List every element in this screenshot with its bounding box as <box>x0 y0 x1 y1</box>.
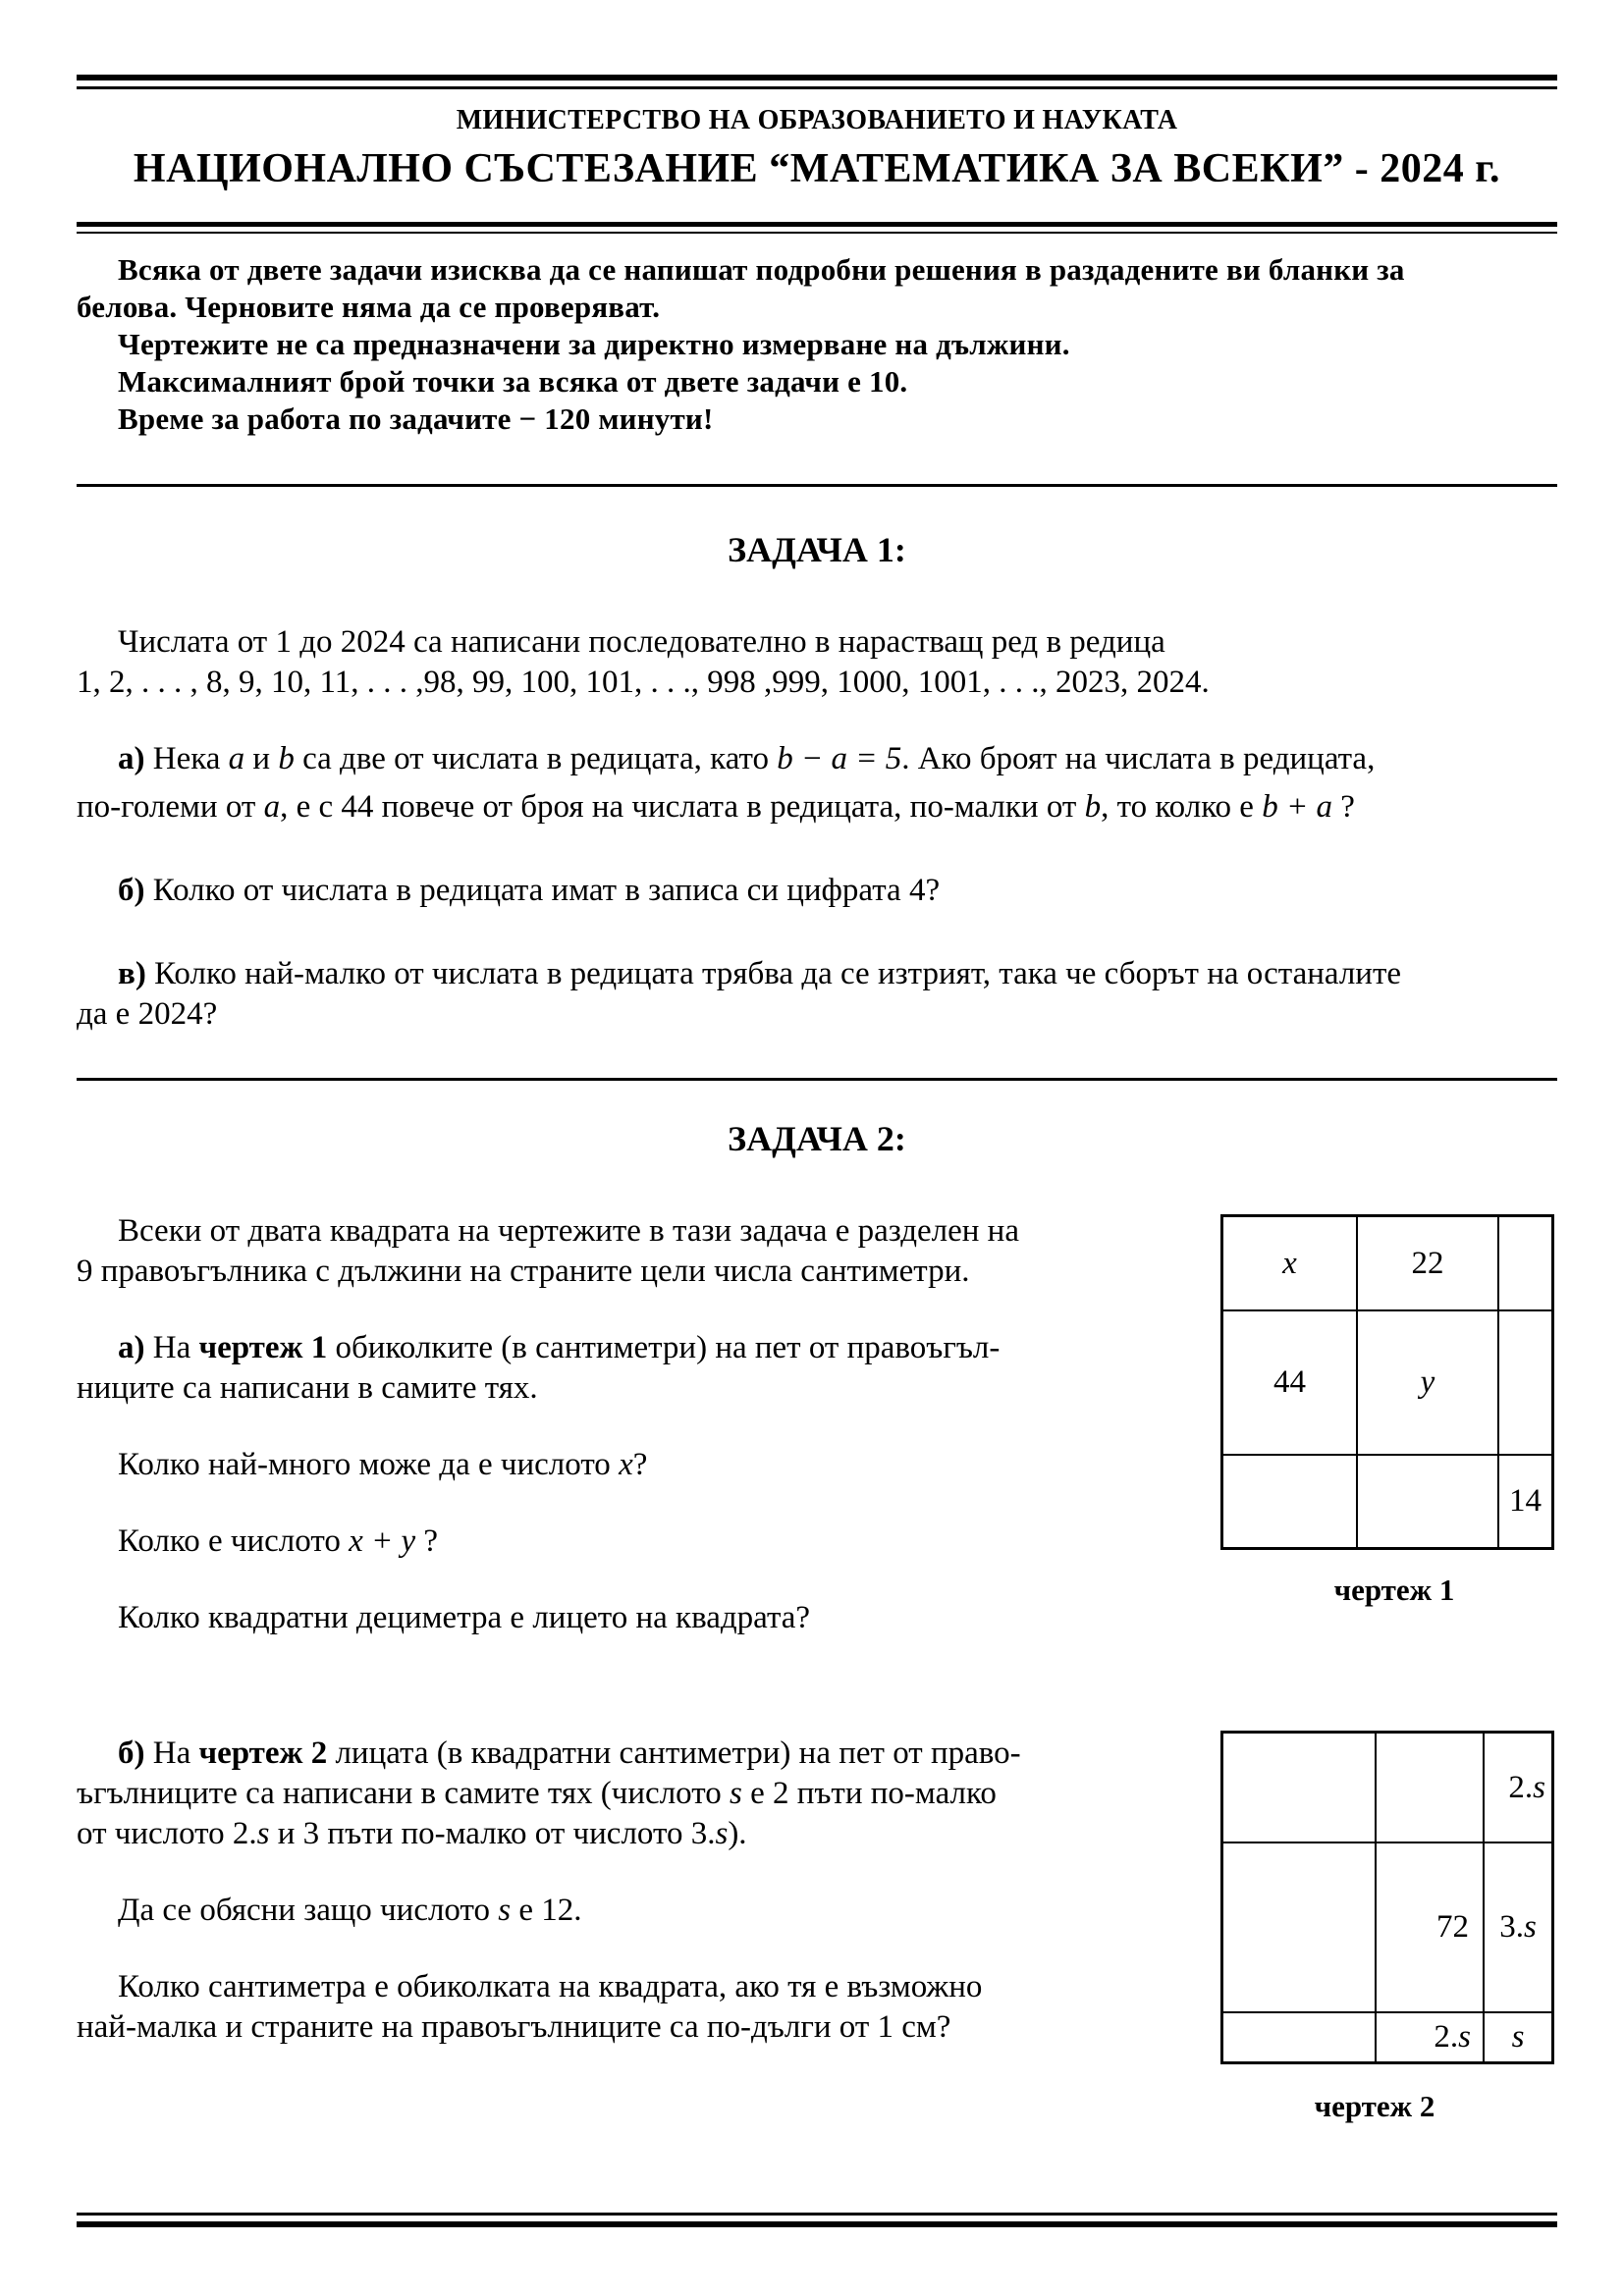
var-b: b <box>278 741 295 776</box>
equation-b-minus-a: b − a = 5 <box>777 741 902 776</box>
figure1-caption: чертеж 1 <box>1333 1573 1455 1607</box>
expression-b-plus-a: b + a <box>1262 789 1332 825</box>
problem2-question-perimeter-2: най-малка и страните на правоъгълниците са по-дълги от 1 см? <box>77 2009 951 2045</box>
instructions <box>77 251 1557 438</box>
instruction-line-3: Максималният брой точки за всяка от двете задачи е 10. <box>118 364 908 399</box>
figure1-cell-y: y <box>1420 1364 1435 1400</box>
problem1-part-b: б) Колко от числата в редицата имат в записа си цифрата 4? <box>118 873 941 908</box>
problem1-part-a-line1: а) Нека a и b са две от числата в редицата, като b − a = 5. Ако броят на числата в редицата, <box>118 741 1376 776</box>
problem2-title: ЗАДАЧА 2: <box>728 1119 906 1158</box>
var-a: a <box>228 741 245 776</box>
competition-title: НАЦИОНАЛНО СЪСТЕЗАНИЕ “МАТЕМАТИКА ЗА ВСЕКИ” - 2024 г. <box>133 146 1501 191</box>
figure2-cell-72: 72 <box>1436 1909 1469 1945</box>
figure2-cell-2s-bottom: 2.s <box>1434 2019 1471 2055</box>
problem2-question-max-x: Колко най-много може да е числото x? <box>118 1447 648 1482</box>
problem2-body <box>77 1211 1147 1638</box>
problem1-part-c-line1: в) Колко най-малко от числата в редицата трябва да се изтрият, така че сборът на останалите <box>118 956 1402 991</box>
header-rule-thick <box>77 222 1557 227</box>
problem2-part-b-line1: б) На чертеж 2 лицата (в квадратни сантиметри) на пет от право- <box>118 1735 1021 1771</box>
section-divider-1 <box>77 484 1557 487</box>
problem2-part-a-line1: а) На чертеж 1 обиколките (в сантиметри) на пет от правоъгъл- <box>118 1330 1001 1365</box>
figure2-caption: чертеж 2 <box>1314 2089 1435 2123</box>
figure1-cell-x: x <box>1282 1245 1297 1281</box>
problem2-question-s: Да се обясни защо числото s е 12. <box>118 1893 582 1928</box>
top-rule-thick <box>77 75 1557 80</box>
instruction-line-2: Чертежите не са предназначени за директно измерване на дължини. <box>118 327 1070 361</box>
problem1-title: ЗАДАЧА 1: <box>728 530 906 569</box>
problem1-body <box>77 622 1557 1035</box>
header-rule-thin <box>77 232 1557 234</box>
problem2-part-b-line2: ъгълниците са написани в самите тях (числото s е 2 пъти по-малко <box>77 1776 997 1811</box>
problem1-part-a-line2: по-големи от a, е с 44 повече от броя на числата в редицата, по-малки от b, то колко е b + a ? <box>77 789 1355 825</box>
problem2-intro-2: 9 правоъгълника с дължини на страните цели числа сантиметри. <box>77 1254 970 1289</box>
figure2-cell-2s-top: 2.s <box>1508 1769 1545 1805</box>
problem2-part-b <box>77 1734 1147 2048</box>
part-a-label: а) <box>118 741 145 776</box>
section-divider-2 <box>77 1078 1557 1081</box>
problem1-intro-1: Числата от 1 до 2024 са написани последователно в нарастващ ред в редица <box>118 624 1165 660</box>
problem2-part-b-line3: от числото 2.s и 3 пъти по-малко от числото 3.s). <box>77 1816 747 1851</box>
figure2-cell-3s: 3.s <box>1499 1909 1537 1945</box>
problem2-question-area: Колко квадратни дециметра е лицето на квадрата? <box>118 1600 811 1635</box>
instruction-line-4: Време за работа по задачите − 120 минути! <box>118 401 714 436</box>
figure2-diagram <box>1220 1731 1554 2064</box>
figure2-cell-s: s <box>1511 2019 1525 2055</box>
instruction-line-1a: Всяка от двете задачи изисква да се напишат подробни решения в раздадените ви бланки за <box>118 252 1405 287</box>
top-rule-thin <box>77 86 1557 89</box>
bottom-rule-thin <box>77 2213 1557 2216</box>
problem2-part-a-line2: ниците са написани в самите тях. <box>77 1370 538 1406</box>
instruction-line-1b: белова. Черновите няма да се проверяват. <box>77 290 661 324</box>
ministry-title: МИНИСТЕРСТВО НА ОБРАЗОВАНИЕТО И НАУКАТА <box>456 105 1178 135</box>
figure1-cell-44: 44 <box>1273 1364 1306 1400</box>
problem2-question-perimeter-1: Колко сантиметра е обиколката на квадрата, ако тя е възможно <box>118 1969 983 2004</box>
bottom-rule-thick <box>77 2221 1557 2227</box>
problem1-part-c-line2: да е 2024? <box>77 996 218 1032</box>
figure1-cell-14: 14 <box>1509 1483 1542 1519</box>
figure1-diagram <box>1220 1214 1554 1550</box>
problem2-question-x-plus-y: Колко е числото x + y ? <box>118 1523 439 1559</box>
figure1-cell-22: 22 <box>1411 1245 1444 1281</box>
problem2-intro-1: Всеки от двата квадрата на чертежите в тази задача е разделен на <box>118 1213 1019 1249</box>
problem1-sequence: 1, 2, . . . , 8, 9, 10, 11, . . . ,98, 99, 100, 101, . . ., 998 ,999, 1000, 1001, . . ., 2023, 2024. <box>77 665 1210 700</box>
